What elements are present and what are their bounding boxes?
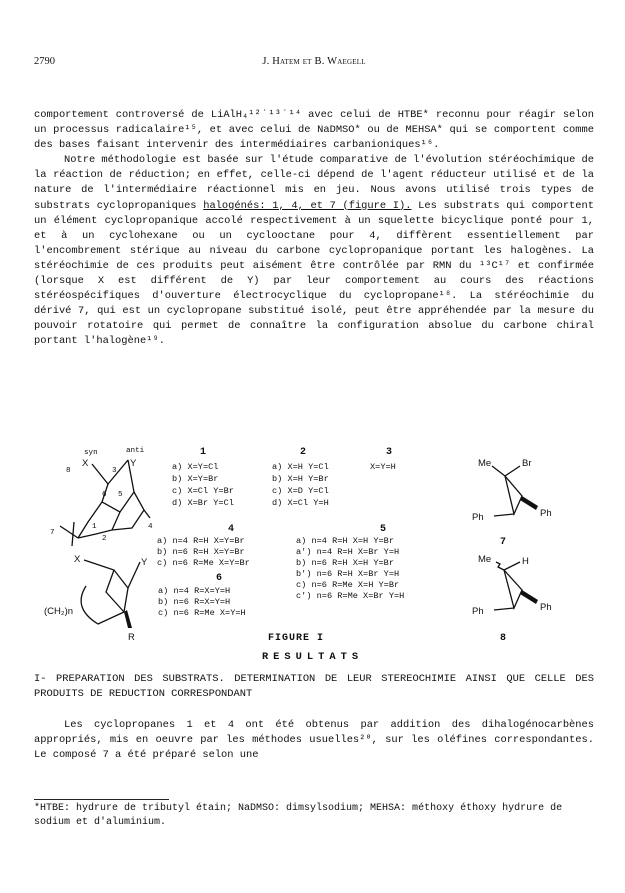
struct8-me-label: Me xyxy=(478,554,492,565)
compound-3-number: 3 xyxy=(386,447,393,458)
struct4-ring-label: (CH₂)n xyxy=(44,606,74,617)
compound-2-row-b: b) X=H Y=Br xyxy=(272,474,329,484)
section-title: RESULTATS xyxy=(261,651,364,663)
compound-5-row-b-prime: b') n=6 R=H X=Br Y=H xyxy=(296,569,400,579)
section-subtitle: I- PREPARATION DES SUBSTRATS. DETERMINATION DE LEUR STEREOCHIMIE AINSI QUE CELLE DES PRODUITS DE REDUCTION CORRESPONDANT xyxy=(34,673,594,701)
compound-1-row-c: c) X=Cl Y=Br xyxy=(172,486,234,496)
struct1-position-4: 4 xyxy=(148,523,153,531)
body-text xyxy=(34,108,594,350)
paragraph-2-part-b: Les substrats qui comportent un élément cyclopropanique accolé respectivement à un squelette bicyclique ponté pour 1, et à un cyclohexane ou un cyclooctane pour 4, diffèrent essentiellement par l'encombrement stérique au niveau du carbone cyclopropanique portant les halogènes. La stéréochimie de ces produits peut aisément être contrôlée par RMN du ¹³C¹⁷ et confirmée (lorsque X est différent de Y) par leur comportement au cours des réactions stéréospécifiques d'ouverture électrocyclique du cyclopropane¹⁸. La stéréochimie du dérivé 7, qui est un cyclopropane substitué isolé, peut être appréhendée par la mesure du pouvoir rotatoire qui permet de connaître la configuration absolue du carbone chiral portant l'halogène¹⁹. xyxy=(34,199,595,348)
struct1-position-3: 3 xyxy=(112,467,117,475)
compound-2-row-a: a) X=H Y=Cl xyxy=(272,462,329,472)
compound-6-number: 6 xyxy=(216,573,223,584)
compound-6-row-c: c) n=6 R=Me X=Y=H xyxy=(158,608,246,618)
struct7-ph-left-label: Ph xyxy=(472,512,484,523)
compound-2-number: 2 xyxy=(300,447,307,458)
compound-5-row-c-prime: c') n=6 R=Me X=Br Y=H xyxy=(296,591,405,601)
paragraph-1: comportement controversé de LiAlH₄¹²˙¹³˙¹⁴ avec celui de HTBE* reconnu pour réagir selon un processus radicalaire¹⁵, et avec celui de NaDMSO* ou de MEHSA* qui se comportent comme des bases faisant intervenir des intermédiaires carbanioniques¹⁶. xyxy=(34,109,594,152)
structure-1-drawing xyxy=(60,460,150,546)
struct1-x-label: X xyxy=(82,458,89,469)
compound-3-row: X=Y=H xyxy=(370,462,396,472)
compound-4-row-a: a) n=4 R=H X=Y=Br xyxy=(157,536,245,546)
paragraph-3: Les cyclopropanes 1 et 4 ont été obtenus par addition des dihalogénocarbènes appropriés, mis en oeuvre par les méthodes usuelles²⁰, sur les oléfines correspondantes. Le composé 7 a été préparé selon une xyxy=(34,719,594,762)
compound-6-row-b: b) n=6 R=X=Y=H xyxy=(158,597,231,607)
struct4-x-label: X xyxy=(74,554,81,565)
struct1-position-1: 1 xyxy=(92,523,97,531)
structure-4-drawing xyxy=(81,560,140,624)
paragraph-2-underlined: halogénés: 1, 4, et 7 (figure I). xyxy=(203,199,412,212)
compound-8-number: 8 xyxy=(500,633,507,644)
struct1-position-2: 2 xyxy=(102,535,107,543)
compound-2-row-d: d) X=Cl Y=H xyxy=(272,498,329,508)
struct7-wedge-bond xyxy=(520,496,538,510)
syn-label: syn xyxy=(84,449,98,457)
struct4-y-label: Y xyxy=(141,557,148,568)
figure-caption: FIGURE I xyxy=(268,633,325,644)
struct1-position-6: 6 xyxy=(102,491,107,499)
compound-1-row-b: b) X=Y=Br xyxy=(172,474,219,484)
struct8-h-label: H xyxy=(522,556,529,567)
anti-label: anti xyxy=(126,447,145,455)
compound-4-row-c: c) n=6 R=Me X=Y=Br xyxy=(157,558,250,568)
compound-4-row-b: b) n=6 R=H X=Y=Br xyxy=(157,547,245,557)
struct4-r-label: R xyxy=(128,632,135,643)
struct4-wedge-bond xyxy=(124,610,132,628)
paragraph-2 xyxy=(34,153,594,349)
body-text-2 xyxy=(34,718,594,763)
struct1-position-5: 5 xyxy=(118,491,123,499)
compound-5-number: 5 xyxy=(380,524,387,535)
paragraph-2-part-a: Notre méthodologie est basée sur l'étude comparative de l'évolution stéréochimique de la réaction de réduction; en effet, celle-ci dépend de l'agent réducteur utilisé et de la nature de l'intermédiaire réactionnel mis en jeu. Nous avons utilisé trois types de substrats cyclopropaniques xyxy=(34,154,595,212)
footnote: *HTBE: hydrure de tributyl étain; NaDMSO: dimsylsodium; MEHSA: méthoxy éthoxy hydrure de sodium et d'aluminium. xyxy=(34,803,563,828)
struct8-wedge-bond xyxy=(520,590,538,604)
compound-1-number: 1 xyxy=(200,447,207,458)
struct8-ph-right-label: Ph xyxy=(540,602,552,613)
struct7-me-label: Me xyxy=(478,458,492,469)
page-number: 2790 xyxy=(34,56,55,67)
compound-1-row-a: a) X=Y=Cl xyxy=(172,462,219,472)
compound-2-row-c: c) X=D Y=Cl xyxy=(272,486,329,496)
structure-8-drawing xyxy=(494,562,522,610)
struct7-ph-right-label: Ph xyxy=(540,508,552,519)
struct1-position-7: 7 xyxy=(50,529,55,537)
struct8-ph-left-label: Ph xyxy=(472,606,484,617)
compound-7-number: 7 xyxy=(500,537,507,548)
struct1-y-label: Y xyxy=(130,458,137,469)
struct7-br-label: Br xyxy=(522,458,532,469)
page-header xyxy=(34,56,594,70)
figure-1 xyxy=(0,438,625,648)
compound-1-row-d: d) X=Br Y=Cl xyxy=(172,498,234,508)
compound-4-number: 4 xyxy=(228,524,235,535)
structure-7-drawing xyxy=(492,466,522,516)
compound-5-row-b: b) n=6 R=H X=H Y=Br xyxy=(296,558,394,568)
running-title: J. Hatem et B. Waegell xyxy=(262,56,366,67)
struct1-position-8: 8 xyxy=(66,467,71,475)
footnote-rule xyxy=(34,799,169,800)
compound-5-row-a-prime: a') n=4 R=H X=Br Y=H xyxy=(296,547,400,557)
compound-6-row-a: a) n=4 R=X=Y=H xyxy=(158,586,231,596)
compound-5-row-a: a) n=4 R=H X=H Y=Br xyxy=(296,536,394,546)
compound-5-row-c: c) n=6 R=Me X=H Y=Br xyxy=(296,580,400,590)
